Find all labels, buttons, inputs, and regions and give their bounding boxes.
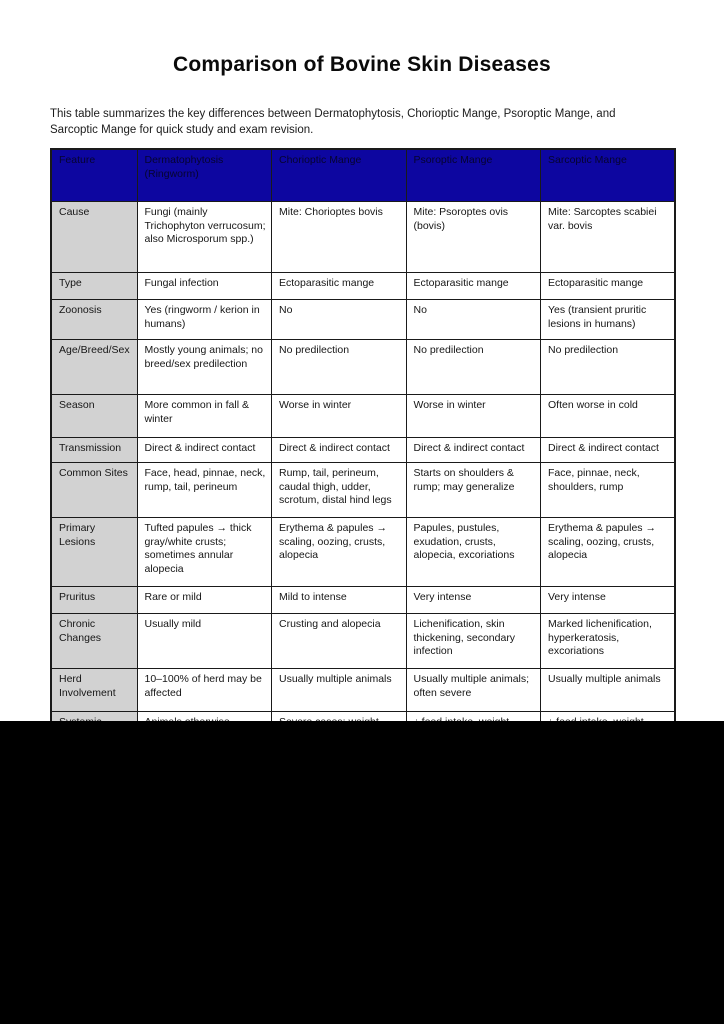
column-header-feature: Feature: [51, 149, 137, 202]
data-cell: Rump, tail, perineum, caudal thigh, udder, scrotum, distal hind legs: [272, 463, 407, 518]
table-row: [51, 300, 675, 340]
column-header-psoroptic-mange: Psoroptic Mange: [406, 149, 541, 202]
table-row: [51, 438, 675, 463]
feature-cell: Zoonosis: [51, 300, 137, 340]
column-header-chorioptic-mange: Chorioptic Mange: [272, 149, 407, 202]
data-cell: Worse in winter: [406, 395, 541, 438]
comparison-table: [50, 148, 676, 753]
data-cell: Mild to intense: [272, 587, 407, 614]
feature-cell: Cause: [51, 202, 137, 273]
data-cell: More common in fall & winter: [137, 395, 272, 438]
feature-cell: Season: [51, 395, 137, 438]
table-row: [51, 463, 675, 518]
data-cell: Direct & indirect contact: [272, 438, 407, 463]
table-row: [51, 395, 675, 438]
data-cell: Papules, pustules, exudation, crusts, alopecia, excoriations: [406, 518, 541, 587]
table-row: [51, 273, 675, 300]
table-row: [51, 587, 675, 614]
data-cell: Ectoparasitic mange: [272, 273, 407, 300]
data-cell: Usually multiple animals: [541, 669, 676, 712]
data-cell: Very intense: [541, 587, 676, 614]
data-cell: Face, head, pinnae, neck, rump, tail, perineum: [137, 463, 272, 518]
intro-text: This table summarizes the key differences between Dermatophytosis, Chorioptic Mange, Psoroptic Mange, and Sarcoptic Mange for quick study and exam revision.: [50, 108, 616, 137]
data-cell: Marked lichenification, hyperkeratosis, excoriations: [541, 614, 676, 669]
data-cell: Direct & indirect contact: [541, 438, 676, 463]
page-title: Comparison of Bovine Skin Diseases: [173, 53, 551, 76]
data-cell: Fungi (mainly Trichophyton verrucosum; also Microsporum spp.): [137, 202, 272, 273]
data-cell: No: [272, 300, 407, 340]
data-cell: Very intense: [406, 587, 541, 614]
data-cell: Yes (ringworm / kerion in humans): [137, 300, 272, 340]
feature-cell: Transmission: [51, 438, 137, 463]
feature-cell: Chronic Changes: [51, 614, 137, 669]
table-header: [51, 149, 675, 202]
data-cell: Starts on shoulders & rump; may generalize: [406, 463, 541, 518]
bottom-black-band: [0, 721, 724, 1024]
data-cell: No predilection: [406, 340, 541, 395]
column-header-sarcoptic-mange: Sarcoptic Mange: [541, 149, 676, 202]
data-cell: Rare or mild: [137, 587, 272, 614]
table-row: [51, 669, 675, 712]
data-cell: No: [406, 300, 541, 340]
data-cell: Mite: Sarcoptes scabiei var. bovis: [541, 202, 676, 273]
feature-cell: Pruritus: [51, 587, 137, 614]
data-cell: Fungal infection: [137, 273, 272, 300]
data-cell: Crusting and alopecia: [272, 614, 407, 669]
data-cell: Mite: Psoroptes ovis (bovis): [406, 202, 541, 273]
data-cell: Yes (transient pruritic lesions in humans): [541, 300, 676, 340]
header-row: [51, 149, 675, 202]
data-cell: Direct & indirect contact: [406, 438, 541, 463]
data-cell: Erythema & papules → scaling, oozing, crusts, alopecia: [272, 518, 407, 587]
table-row: [51, 202, 675, 273]
data-cell: 10–100% of herd may be affected: [137, 669, 272, 712]
feature-cell: Common Sites: [51, 463, 137, 518]
data-cell: Often worse in cold: [541, 395, 676, 438]
data-cell: Usually multiple animals: [272, 669, 407, 712]
data-cell: Mite: Chorioptes bovis: [272, 202, 407, 273]
data-cell: Lichenification, skin thickening, secondary infection: [406, 614, 541, 669]
table-row: [51, 340, 675, 395]
data-cell: Usually mild: [137, 614, 272, 669]
data-cell: Mostly young animals; no breed/sex predilection: [137, 340, 272, 395]
table-row: [51, 614, 675, 669]
feature-cell: Herd Involvement: [51, 669, 137, 712]
data-cell: Face, pinnae, neck, shoulders, rump: [541, 463, 676, 518]
data-cell: Ectoparasitic mange: [406, 273, 541, 300]
data-cell: Erythema & papules → scaling, oozing, crusts, alopecia: [541, 518, 676, 587]
data-cell: No predilection: [541, 340, 676, 395]
feature-cell: Primary Lesions: [51, 518, 137, 587]
data-cell: Usually multiple animals; often severe: [406, 669, 541, 712]
feature-cell: Type: [51, 273, 137, 300]
data-cell: No predilection: [272, 340, 407, 395]
data-cell: Worse in winter: [272, 395, 407, 438]
data-cell: Direct & indirect contact: [137, 438, 272, 463]
column-header-dermatophytosis: Dermatophytosis (Ringworm): [137, 149, 272, 202]
data-cell: Ectoparasitic mange: [541, 273, 676, 300]
table-row: [51, 518, 675, 587]
feature-cell: Age/Breed/Sex: [51, 340, 137, 395]
data-cell: Tufted papules → thick gray/white crusts; sometimes annular alopecia: [137, 518, 272, 587]
